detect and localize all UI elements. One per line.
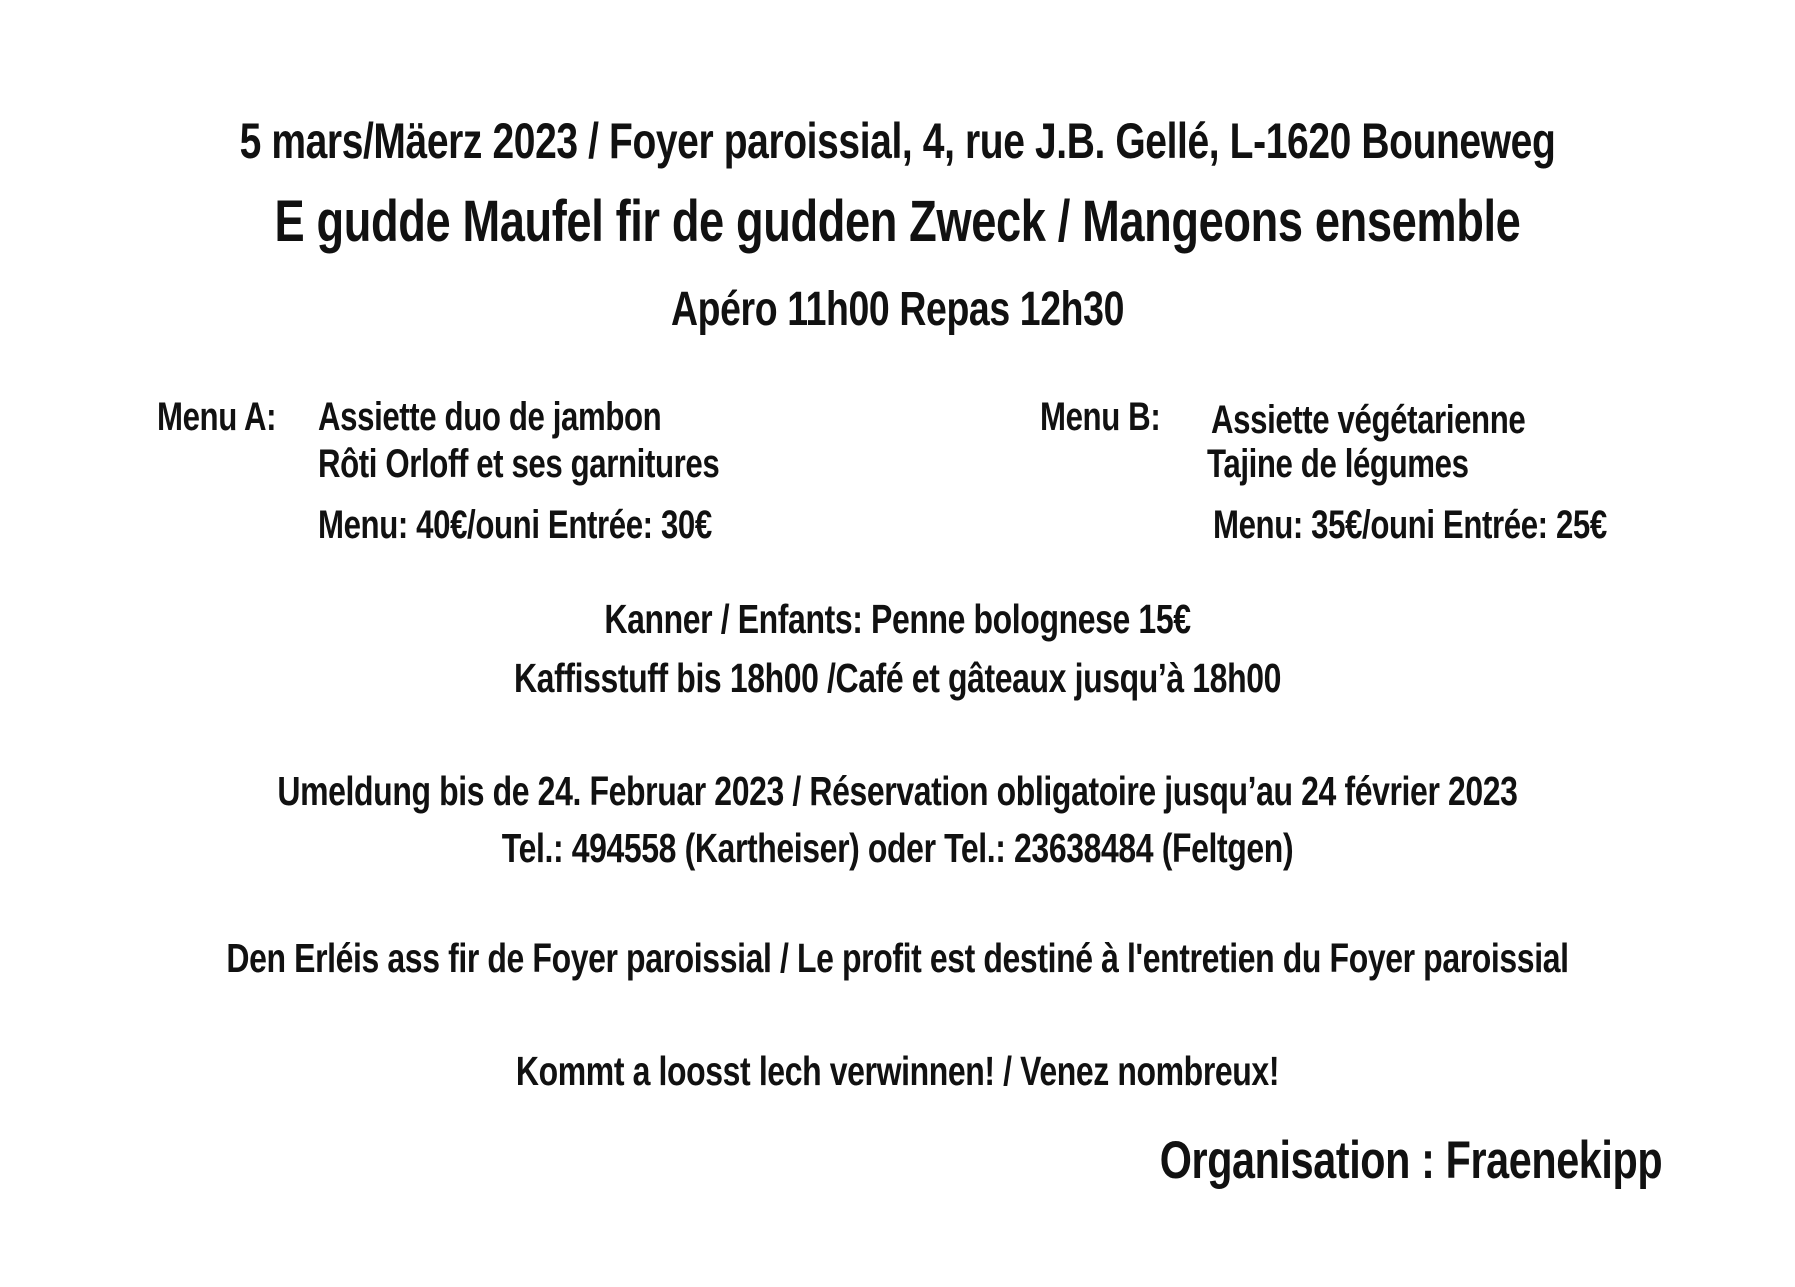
event-title: E gudde Maufel fir de gudden Zweck / Mangeons ensemble: [274, 189, 1521, 254]
menu-b-label: Menu B:: [1040, 395, 1161, 439]
organisation-credit: Organisation : Fraenekipp: [1159, 1131, 1662, 1190]
menu-a-item-1: Assiette duo de jambon: [318, 395, 662, 439]
event-times: Apéro 11h00 Repas 12h30: [670, 283, 1125, 336]
menu-b-price: Menu: 35€/ouni Entrée: 25€: [1213, 503, 1607, 547]
menu-a-label: Menu A:: [157, 395, 277, 439]
registration-phones: Tel.: 494558 (Kartheiser) oder Tel.: 23638484 (Feltgen): [501, 825, 1294, 871]
menu-b-item-2: Tajine de légumes: [1207, 442, 1469, 486]
profit-note: Den Erléis ass fir de Foyer paroissial / Le profit est destiné à l'entretien du Foyer paroissial: [226, 935, 1569, 981]
menu-a-item-2: Rôti Orloff et ses garnitures: [318, 442, 720, 486]
menu-b-item-1: Assiette végétarienne: [1211, 398, 1526, 442]
menu-a-price: Menu: 40€/ouni Entrée: 30€: [318, 503, 712, 547]
event-date-venue: 5 mars/Mäerz 2023 / Foyer paroissial, 4, rue J.B. Gellé, L-1620 Bouneweg: [239, 113, 1556, 169]
kids-menu: Kanner / Enfants: Penne bolognese 15€: [604, 596, 1191, 642]
coffee-and-cakes: Kaffisstuff bis 18h00 /Café et gâteaux jusqu’à 18h00: [513, 655, 1282, 701]
registration-deadline: Umeldung bis de 24. Februar 2023 / Réservation obligatoire jusqu’au 24 février 2023: [277, 768, 1518, 814]
welcome-note: Kommt a loosst lech verwinnen! / Venez nombreux!: [515, 1048, 1280, 1094]
